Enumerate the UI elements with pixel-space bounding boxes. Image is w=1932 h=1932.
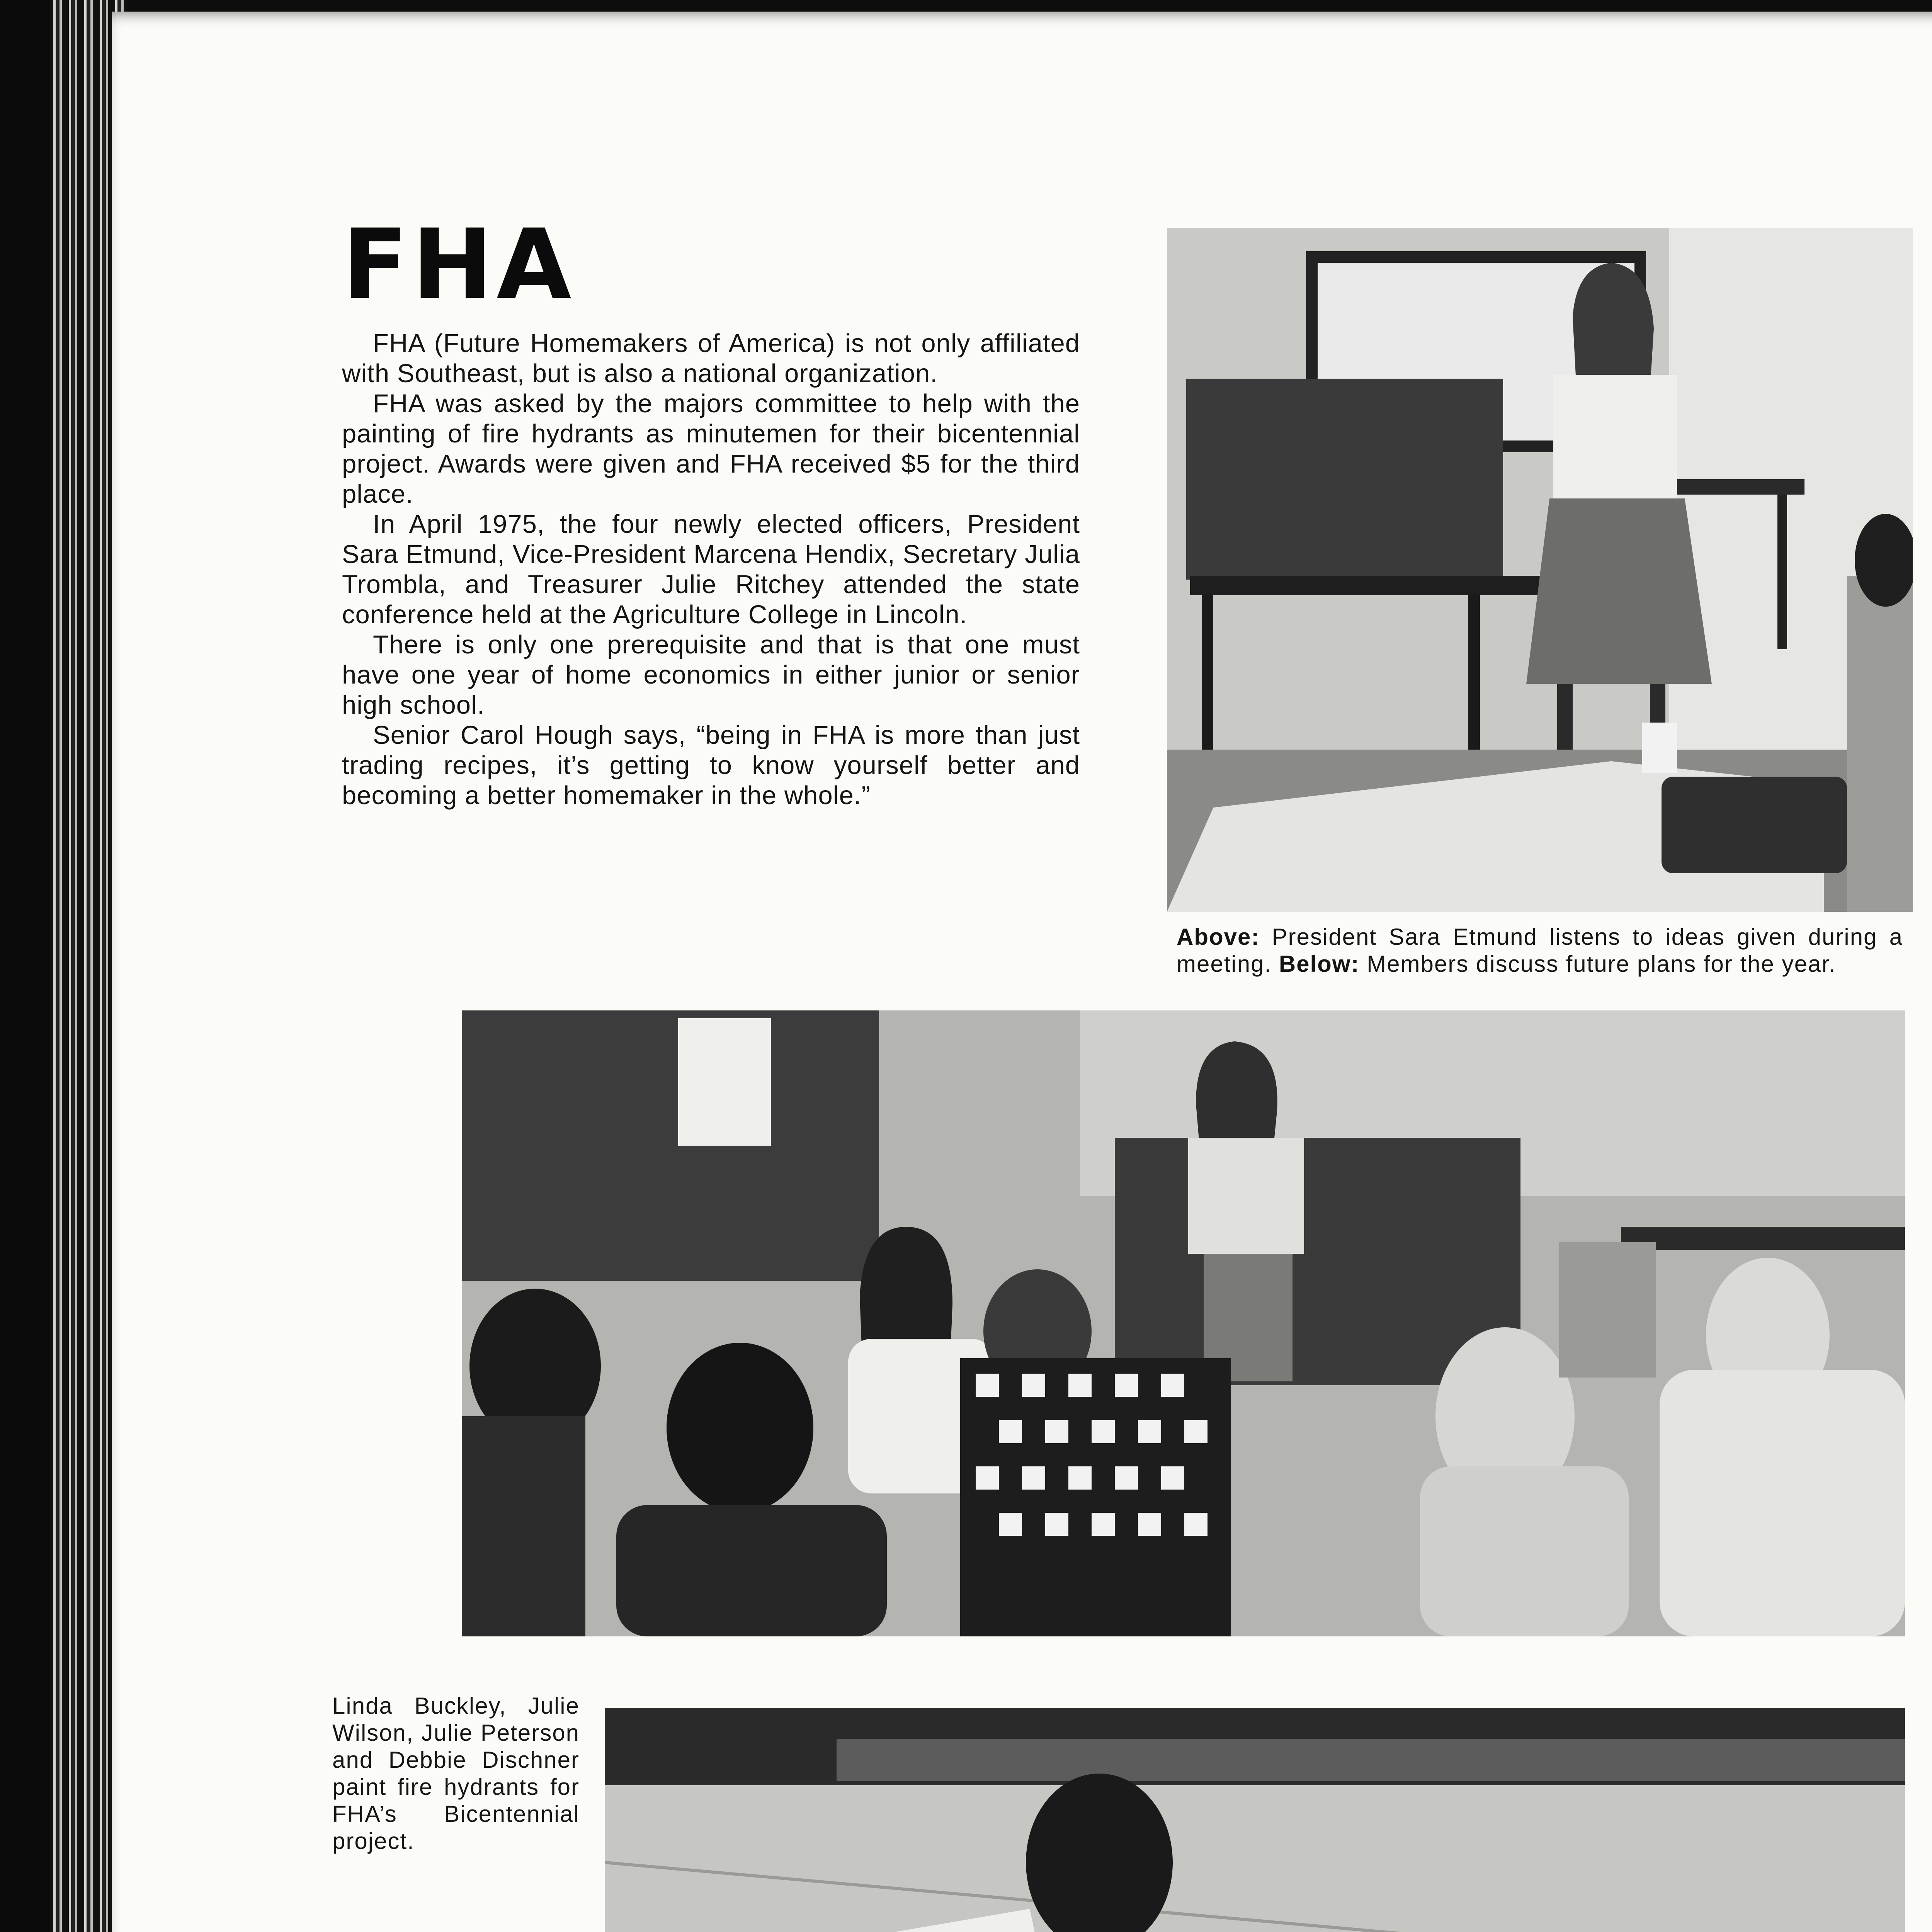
caption-below-label: Below: — [1279, 951, 1360, 977]
caption-below-text: Members discuss future plans for the year. — [1367, 951, 1836, 977]
photo-president-speaking-art — [1167, 228, 1913, 912]
caption-above-label: Above: — [1177, 924, 1260, 950]
page-title: FHA — [342, 208, 575, 321]
photo-painting-hydrants-art — [605, 1708, 1905, 1932]
photo-painting-hydrants — [605, 1708, 1905, 1932]
article-paragraph: FHA was asked by the majors committee to help with the painting of fire hydrants as minutemen for their bicentennial project. Awards were given and FHA received $5 for the third place. — [342, 389, 1080, 509]
article-body — [342, 328, 1080, 811]
caption-hydrant-painting: Linda Buckley, Julie Wilson, Julie Peterson and Debbie Dischner paint fire hydrants for FHA’s Bicentennial project. — [332, 1693, 580, 1854]
article-paragraph: There is only one prerequisite and that is that one must have one year of home economics in either junior or senior high school. — [342, 630, 1080, 719]
article-paragraph: FHA (Future Homemakers of America) is not only affiliated with Southeast, but is also a national organization. — [342, 329, 1080, 388]
scan-top-edge — [0, 0, 1932, 12]
photo-members-meeting — [462, 1010, 1905, 1636]
photo-president-speaking — [1167, 228, 1913, 912]
photo-members-meeting-art — [462, 1010, 1905, 1636]
book-binding — [0, 0, 50, 1932]
caption-top-photos — [1177, 923, 1903, 978]
article-paragraph: Senior Carol Hough says, “being in FHA is more than just trading recipes, it’s getting to know yourself better and becoming a better homemaker in the whole.” — [342, 721, 1080, 810]
caption-above-text: President Sara Etmund listens to ideas given during a meeting. — [1177, 924, 1903, 977]
article-paragraph: In April 1975, the four newly elected officers, President Sara Etmund, Vice-President Marcena Hendix, Secretary Julia Trombla, and Treasurer Julie Ritchey attended the state conference held at the Agriculture College in Lincoln. — [342, 510, 1080, 629]
